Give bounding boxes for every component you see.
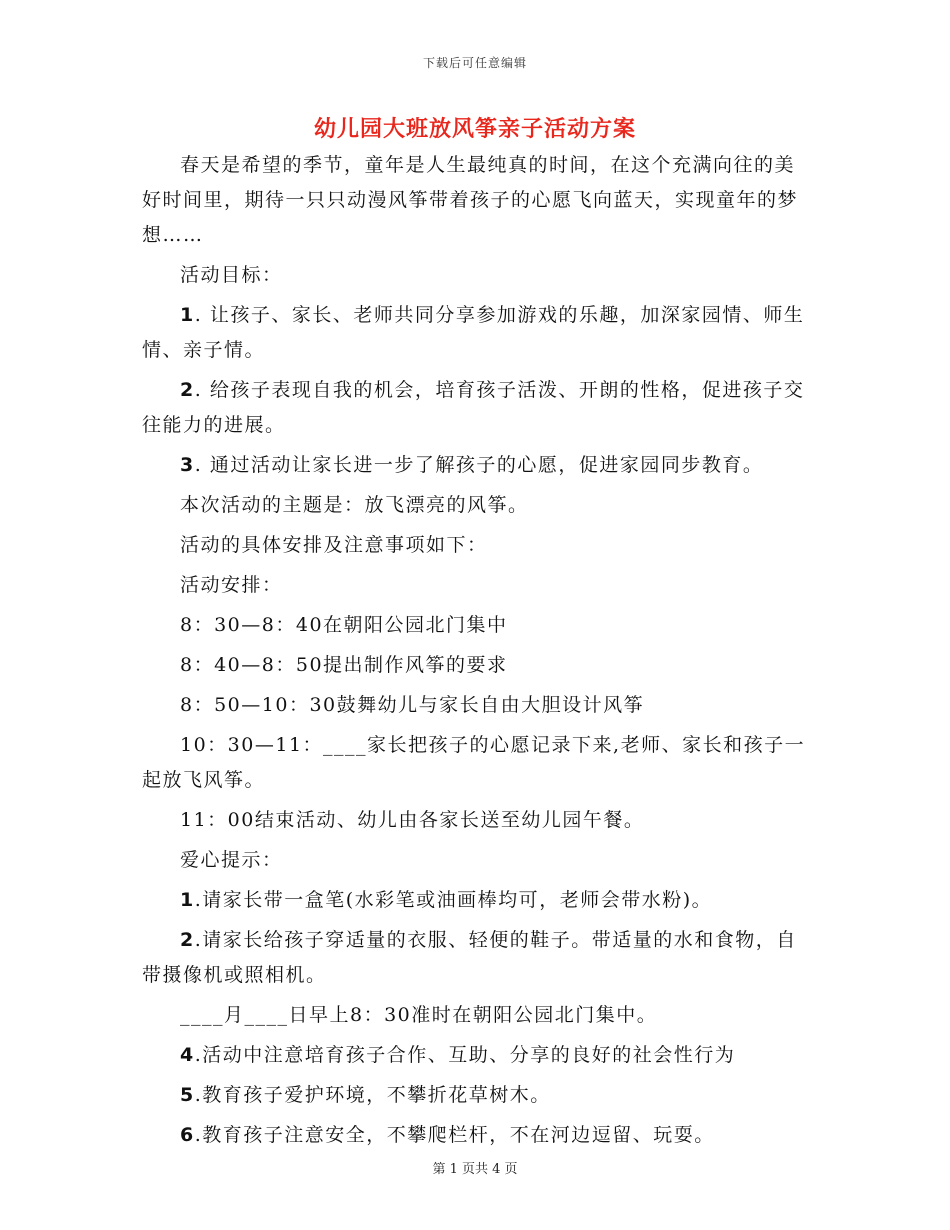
paragraph — [142, 998, 812, 1033]
paragraph-text: 爱心提示： — [180, 849, 283, 871]
header-note: 下载后可任意编辑 — [422, 56, 527, 70]
paragraph — [142, 923, 812, 993]
paragraph — [142, 373, 812, 443]
paragraph — [142, 258, 812, 293]
document-body — [142, 148, 812, 1158]
paragraph-text: . 给孩子表现自我的机会，培育孩子活泼、开朗的性格，促进孩子交往能力的进展。 — [142, 379, 805, 436]
paragraph-text: 春天是希望的季节，童年是人生最纯真的时间，在这个充满向往的美好时间里，期待一只只动漫风筝带着孩子的心愿飞向蓝天，实现童年的梦想…… — [142, 154, 799, 246]
paragraph-text: . 通过活动让家长进一步了解孩子的心愿，促进家园同步教育。 — [194, 454, 764, 476]
paragraph-text: 活动安排： — [180, 574, 283, 596]
paragraph-text: 8：40—8：50提出制作风筝的要求 — [180, 654, 508, 676]
paragraph — [142, 608, 812, 643]
item-number: 4 — [180, 1044, 195, 1066]
paragraph-text: 8：50—10：30鼓舞幼儿与家长自由大胆设计风筝 — [180, 694, 645, 716]
paragraph-text: 本次活动的主题是：放飞漂亮的风筝。 — [180, 494, 529, 516]
item-number: 6 — [180, 1124, 195, 1146]
paragraph — [142, 488, 812, 523]
paragraph-text: .教育孩子爱护环境，不攀折花草树木。 — [194, 1084, 551, 1106]
paragraph-text: 活动的具体安排及注意事项如下： — [180, 534, 488, 556]
paragraph — [142, 1038, 812, 1073]
paragraph-text: ____月____日早上8：30准时在朝阳公园北门集中。 — [180, 1004, 658, 1026]
paragraph-text: 8：30—8：40在朝阳公园北门集中 — [180, 614, 508, 636]
paragraph-text: .请家长带一盒笔(水彩笔或油画棒均可，老师会带水粉)。 — [194, 889, 713, 911]
item-number: 2 — [180, 929, 195, 951]
item-number: 1 — [180, 304, 195, 326]
paragraph-text: 11：00结束活动、幼儿由各家长送至幼儿园午餐。 — [180, 809, 645, 831]
paragraph-text: .活动中注意培育孩子合作、互助、分享的良好的社会性行为 — [194, 1044, 736, 1066]
item-number: 2 — [180, 379, 195, 401]
paragraph — [142, 148, 812, 253]
paragraph — [142, 728, 812, 798]
paragraph — [142, 568, 812, 603]
paragraph — [142, 1118, 812, 1153]
paragraph-text: .教育孩子注意安全，不攀爬栏杆，不在河边逗留、玩耍。 — [194, 1124, 715, 1146]
page-number: 第 1 页共 4 页 — [432, 1162, 518, 1177]
paragraph — [142, 688, 812, 723]
paragraph-text: . 让孩子、家长、老师共同分享参加游戏的乐趣，加深家园情、师生情、亲子情。 — [142, 304, 805, 361]
paragraph — [142, 448, 812, 483]
paragraph-text: .请家长给孩子穿适量的衣服、轻便的鞋子。带适量的水和食物，自带摄像机或照相机。 — [142, 929, 797, 986]
paragraph — [142, 648, 812, 683]
item-number: 3 — [180, 454, 195, 476]
paragraph — [142, 843, 812, 878]
paragraph — [142, 1078, 812, 1113]
paragraph — [142, 528, 812, 563]
paragraph-text: 活动目标： — [180, 264, 283, 286]
paragraph — [142, 803, 812, 838]
paragraph — [142, 298, 812, 368]
paragraph-text: 10：30—11：____家长把孩子的心愿记录下来,老师、家长和孩子一起放飞风筝。 — [142, 734, 806, 791]
paragraph — [142, 883, 812, 918]
item-number: 5 — [180, 1084, 195, 1106]
item-number: 1 — [180, 889, 195, 911]
document-title: 幼儿园大班放风筝亲子活动方案 — [313, 116, 636, 142]
